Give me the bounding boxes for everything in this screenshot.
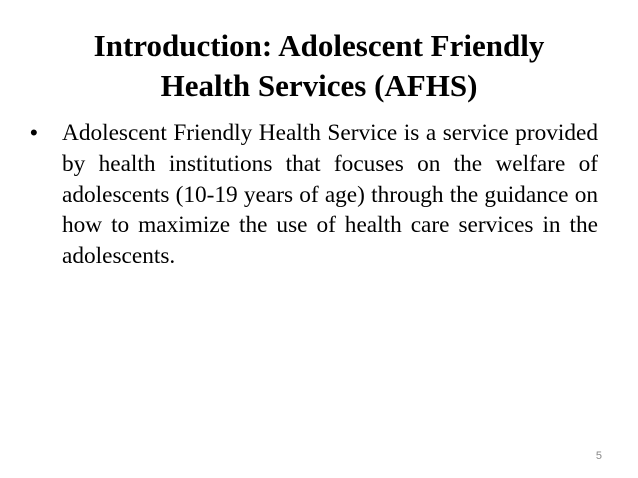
bullet-marker: • (30, 120, 38, 145)
slide-title (20, 26, 618, 106)
bullet-item (30, 118, 598, 272)
bullet-list (30, 118, 598, 272)
slide-title-line-2: Health Services (AFHS) (160, 68, 478, 103)
slide-title-line-1: Introduction: Adolescent Friendly (93, 28, 545, 63)
page-number: 5 (595, 450, 602, 462)
bullet-text: Adolescent Friendly Health Service is a service provided by health institutions that focuses on the welfare of adolescents (10-19 years of age) through the guidance on how to maximize the use of health care services in the adolescents. (62, 120, 598, 270)
